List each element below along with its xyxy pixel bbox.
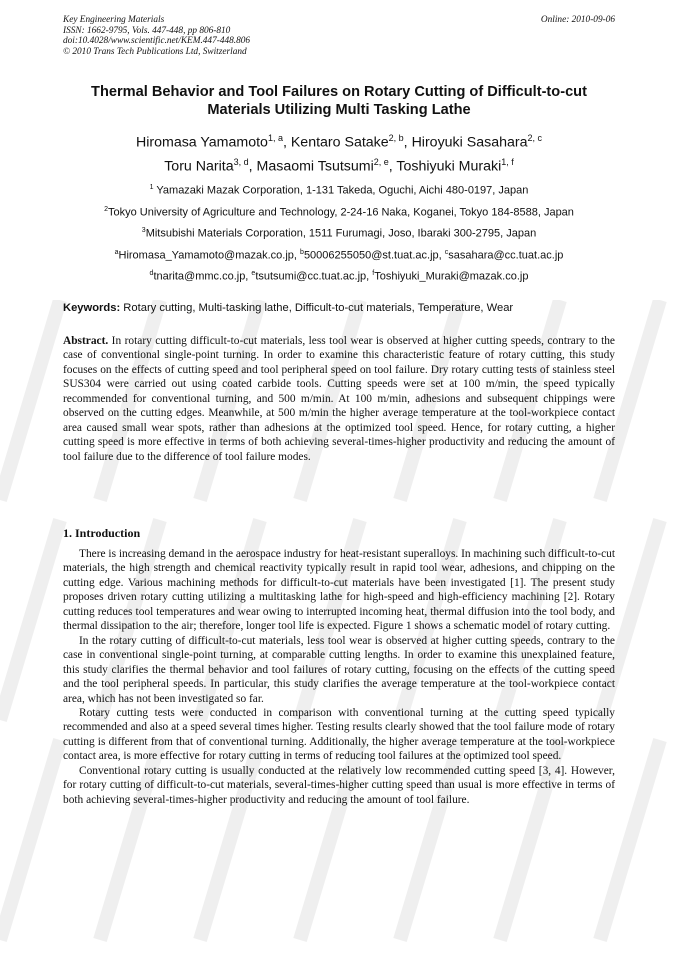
author-separator: , xyxy=(403,134,412,151)
authors-line-1 xyxy=(40,129,638,152)
email-link[interactable]: Toshiyuki_Muraki@mazak.co.jp xyxy=(374,270,529,283)
paragraph: Rotary cutting tests were conducted in comparison with conventional turning at the cutting speed typically recommended and also at a speed several times higher. Testing results clearly showed that the tool failure mode of rotary cutting is different from that of conventional turning. Additionally, the higher average temperature at the tool-workpiece contact area, is more effective for rotary cutting in terms of reducing tool failures at the optimized tool speed. xyxy=(63,706,615,763)
journal-issn: ISSN: 1662-9795, Vols. 447-448, pp 806-810 xyxy=(63,25,231,36)
email-sup: b xyxy=(300,249,304,256)
journal-doi: doi:10.4028/www.scientific.net/KEM.447-448.806 xyxy=(63,36,251,47)
affiliation-3 xyxy=(40,224,638,241)
email-link[interactable]: Hiromasa_Yamamoto@mazak.co.jp, xyxy=(118,249,301,262)
section-heading: 1. Introduction xyxy=(63,526,141,540)
author-sup: 2, e xyxy=(373,157,389,167)
email-link[interactable]: 50006255050@st.tuat.ac.jp, xyxy=(303,249,445,262)
email-link[interactable]: tsutsumi@cc.tuat.ac.jp, xyxy=(255,270,373,283)
email-sup: d xyxy=(149,270,154,277)
author-separator: , xyxy=(248,158,257,175)
section-body xyxy=(63,547,615,807)
email-sup: f xyxy=(372,270,375,277)
affiliation-text: Yamazaki Mazak Corporation, 1-131 Takeda, Oguchi, Aichi 480-0197, Japan xyxy=(153,184,529,197)
emails-line-2 xyxy=(40,267,638,284)
author-name: Hiroyuki Sasahara xyxy=(411,134,528,151)
affiliation-2 xyxy=(40,203,638,220)
paragraph: There is increasing demand in the aerospace industry for heat-resistant superalloys. In machining such difficult-to-cut materials, the high strength and chemical reactivity typically result in rapid tool wear, adhesions, and chipping on the cutting edge. Various machining methods for difficult-to-cut materials have been investigated [1]. The present study proposes driven rotary cutting utilizing a multitasking lathe for high-speed and high-efficiency machining [2]. Rotary cutting reduces tool temperatures and wear owing to interrupted incoming heat, thermal diffusion into the tool body, and thermal dissipation to the air; therefore, longer tool life is expected. Figure 1 shows a schematic model of rotary cutting. xyxy=(63,548,615,633)
affiliation-sup: 2 xyxy=(104,206,108,213)
abstract xyxy=(63,334,615,464)
title-line-2: Materials Utilizing Multi Tasking Lathe xyxy=(207,102,471,118)
abstract-text: In rotary cutting difficult-to-cut materials, less tool wear is observed at higher cutting speeds, contrary to the case of conventional single-point turning. In order to examine this characteristic feature of rotary cutting, this study focuses on the effects of cutting speed and tool peripheral speed on tool failure. Dry rotary cutting tests of stainless steel SUS304 were carried out using coated carbide tools. Cutting speeds were set at 100 m/min, the speed typically recommended for conventional turning, and 500 m/min. At 100 m/min, adhesions and subsequent chippings were observed on the cutting edges. Meanwhile, at 500 m/min the higher average temperature at the tool-workpiece contact area caused small wear spots, rather than adhesions at the optimized tool speed. Hence, for rotary cutting, a higher cutting speed is more effective in terms of both achieving several-times-higher productivity and reducing the amount of tool failure due to the difference of tool failure modes. xyxy=(63,335,615,463)
author-separator: , xyxy=(388,158,397,175)
journal-name: Key Engineering Materials xyxy=(63,15,165,25)
email-sup: c xyxy=(444,249,449,256)
email-link[interactable]: sasahara@cc.tuat.ac.jp xyxy=(448,249,564,262)
author-separator: , xyxy=(282,134,291,151)
email-sup: e xyxy=(251,270,256,277)
author-sup: 3, d xyxy=(233,157,249,167)
affiliation-text: Mitsubishi Materials Corporation, 1511 Furumagi, Joso, Ibaraki 300-2795, Japan xyxy=(145,227,537,240)
online-date: Online: 2010-09-06 xyxy=(540,15,615,25)
author-name: Toshiyuki Muraki xyxy=(396,158,502,175)
abstract-label: Abstract. xyxy=(63,335,109,347)
authors-line-2 xyxy=(40,153,638,176)
keywords-text: Rotary cutting, Multi-tasking lathe, Difficult-to-cut materials, Temperature, Wear xyxy=(120,302,514,314)
paragraph: Conventional rotary cutting is usually conducted at the relatively low recommended cutting speed [3, 4]. However, for rotary cutting of difficult-to-cut materials, several-times-higher cutting speed than usual is more effective in terms of both achieving several-times-higher productivity and reducing the amount of tool failure. xyxy=(63,764,615,806)
author-name: Toru Narita xyxy=(164,158,234,175)
author-name: Hiromasa Yamamoto xyxy=(135,134,268,151)
author-sup: 2, b xyxy=(388,133,404,143)
affiliation-sup: 3 xyxy=(141,227,146,234)
affiliation-1 xyxy=(40,181,638,198)
keywords-label: Keywords: xyxy=(63,302,121,314)
affiliation-sup: 1 xyxy=(149,184,154,191)
email-link[interactable]: tnarita@mmc.co.jp, xyxy=(153,270,252,283)
keywords xyxy=(63,301,615,315)
journal-copyright: © 2010 Trans Tech Publications Ltd, Switzerland xyxy=(63,46,247,57)
paragraph: In the rotary cutting of difficult-to-cut materials, less tool wear is observed at higher cutting speeds, contrary to the case in conventional single-point turning, at comparable cutting lengths. In order to examine this unexplained feature, this study clarifies the thermal behavior and tool failures of rotary cutting, focusing on the effects of the cutting speed and the tool peripheral speeds. In particular, this study clarifies the average temperature at the tool-workpiece contact area, which has not been investigated so far. xyxy=(63,634,615,705)
email-sup: a xyxy=(114,249,119,256)
title-line-1: Thermal Behavior and Tool Failures on Rotary Cutting of Difficult-to-cut xyxy=(91,84,587,100)
emails-line-1 xyxy=(40,246,638,263)
author-name: Masaomi Tsutsumi xyxy=(256,158,374,175)
author-sup: 2, c xyxy=(527,133,542,143)
author-name: Kentaro Satake xyxy=(290,134,389,151)
journal-header xyxy=(63,15,615,57)
author-sup: 1, f xyxy=(501,157,514,167)
affiliation-text: Tokyo University of Agriculture and Technology, 2-24-16 Naka, Koganei, Tokyo 184-8588, Japan xyxy=(107,206,574,219)
author-sup: 1, a xyxy=(267,133,283,143)
paper-title xyxy=(50,83,628,119)
